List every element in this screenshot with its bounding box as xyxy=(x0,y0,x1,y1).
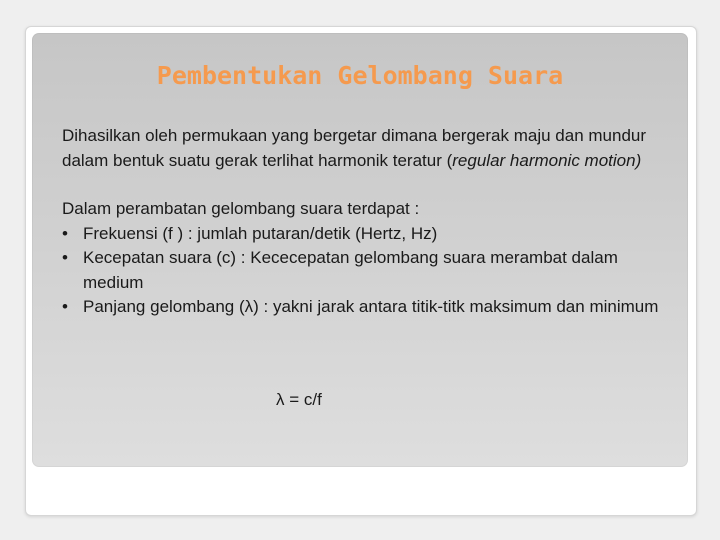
slide-title: Pembentukan Gelombang Suara xyxy=(156,61,564,90)
bullet-item-speed xyxy=(62,246,682,295)
bullet-text: Kecepatan suara (c) : Kececepatan gelombang suara merambat dalam medium xyxy=(83,248,618,292)
bullet-dot-icon: • xyxy=(62,297,68,316)
intro-text: Dihasilkan oleh permukaan yang bergetar dimana bergerak maju dan mundur dalam bentuk suatu gerak terlihat harmonik teratur ( xyxy=(62,126,647,170)
slide-body xyxy=(62,124,682,320)
paragraph-spacer xyxy=(62,173,682,197)
bullet-item-frequency xyxy=(62,222,682,247)
bullet-text: Frekuensi (f ) : jumlah putaran/detik (Hertz, Hz) xyxy=(83,223,438,243)
bullet-dot-icon: • xyxy=(62,248,68,267)
list-heading: Dalam perambatan gelombang suara terdapat : xyxy=(62,199,420,218)
intro-paragraph xyxy=(62,124,682,173)
bullet-item-wavelength xyxy=(62,295,682,320)
formula: λ = c/f xyxy=(276,390,322,409)
bullet-text: Panjang gelombang (λ) : yakni jarak antara titik-titk maksimum dan minimum xyxy=(83,297,659,316)
bullet-dot-icon: • xyxy=(62,223,68,243)
intro-italic-text: regular harmonic motion) xyxy=(452,150,642,170)
bullet-list xyxy=(62,222,682,320)
